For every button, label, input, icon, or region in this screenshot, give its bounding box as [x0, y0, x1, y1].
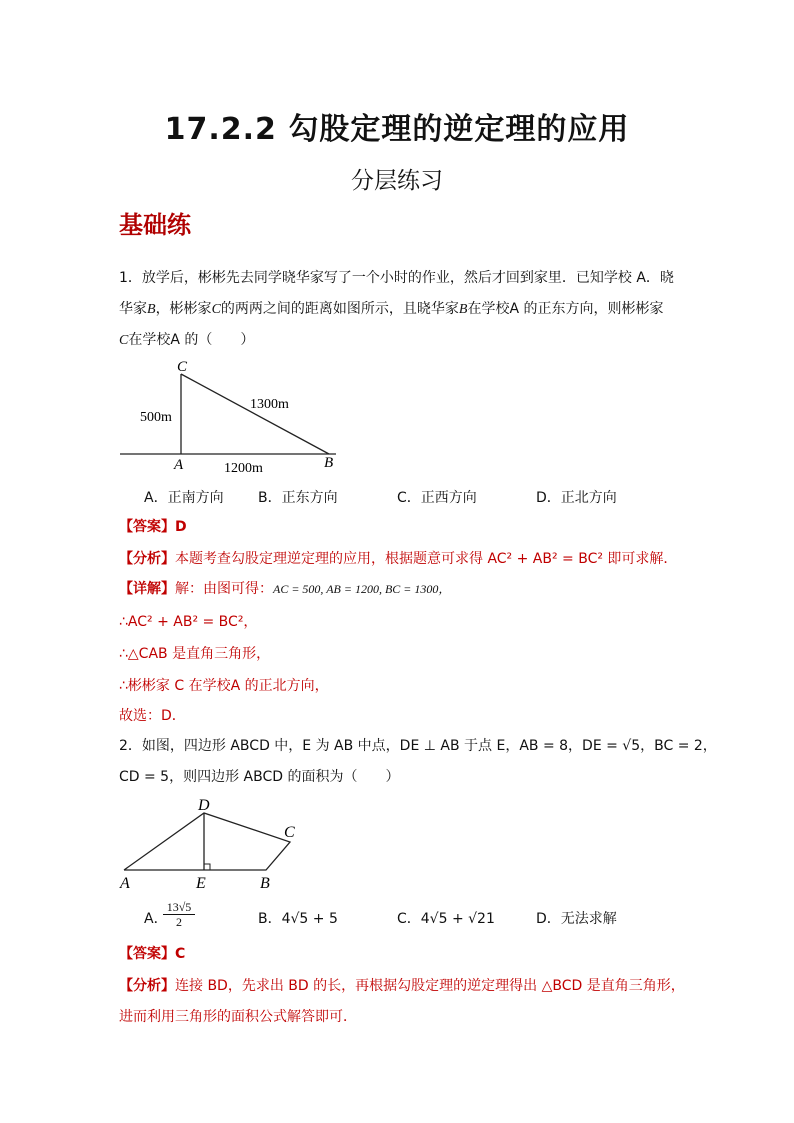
figure-right-angle-mark — [204, 864, 210, 870]
page-title: 17.2.2 勾股定理的逆定理的应用 — [164, 112, 630, 147]
figure-label-a: A — [174, 457, 184, 473]
q1-stem-line3: C在学校A 的（ ） — [119, 332, 255, 348]
section-heading: 基础练 — [119, 210, 191, 239]
q1-step3: ∴彬彬家 C 在学校A 的正北方向， — [119, 678, 329, 694]
figure-side-ac-label: 500m — [140, 410, 172, 425]
q2-stem-line2: CD = 5，则四边形 ABCD 的面积为（ ） — [119, 769, 400, 785]
figure-side-ab-label: 1200m — [224, 461, 263, 476]
q2-option-d: D．无法求解 — [536, 911, 617, 927]
figure-label-c: C — [177, 359, 188, 375]
fraction-denominator: 2 — [176, 915, 182, 929]
q1-answer: 【答案】D — [119, 519, 187, 535]
q2-stem-line1: 2．如图，四边形 ABCD 中，E 为 AB 中点，DE ⊥ AB 于点 E，AB = 8，DE = √5，BC = 2， — [119, 738, 717, 754]
q2-quadrilateral-figure — [114, 794, 314, 894]
figure-label-b: B — [260, 875, 270, 892]
q1-detail: 【详解】解：由图可得：AC = 500, AB = 1200, BC = 1300， — [119, 581, 451, 597]
figure-label-d: D — [198, 797, 210, 814]
q1-triangle-figure — [114, 356, 344, 478]
q2-analysis-line1: 【分析】连接 BD，先求出 BD 的长，再根据勾股定理的逆定理得出 △BCD 是直角三角形， — [119, 978, 685, 994]
q1-option-d: D．正北方向 — [536, 490, 617, 506]
q2-option-c: C．4√5 + √21 — [397, 911, 495, 927]
q1-step2: ∴△CAB 是直角三角形， — [119, 646, 271, 662]
q1-stem-line2: 华家B，彬彬家C的两两之间的距离如图所示，且晓华家B在学校A 的正东方向，则彬彬家 — [119, 301, 664, 317]
q1-analysis: 【分析】本题考查勾股定理逆定理的应用，根据题意可求得 AC² + AB² = BC² 即可求解． — [119, 551, 678, 567]
figure-label-a: A — [120, 875, 130, 892]
figure-quadrilateral-abcd — [124, 813, 290, 870]
figure-label-c: C — [284, 824, 295, 841]
q1-stem-line1: 1．放学后，彬彬先去同学晓华家写了一个小时的作业，然后才回到家里．已知学校 A．晓 — [119, 270, 674, 286]
q2-option-b: B．4√5 + 5 — [258, 911, 338, 927]
q1-option-c: C．正西方向 — [397, 490, 477, 506]
q2-option-a-fraction — [163, 900, 195, 929]
q1-option-a: A．正南方向 — [144, 490, 224, 506]
q1-option-b: B．正东方向 — [258, 490, 338, 506]
q1-conclusion: 故选：D． — [119, 708, 186, 724]
figure-label-e: E — [196, 875, 206, 892]
q2-answer: 【答案】C — [119, 946, 186, 962]
figure-label-b: B — [324, 455, 334, 471]
fraction-numerator: 13√5 — [163, 900, 195, 915]
q1-step1: ∴AC² + AB² = BC²， — [119, 614, 258, 630]
figure-side-bc — [181, 374, 329, 454]
q2-analysis-line2: 进而利用三角形的面积公式解答即可． — [119, 1009, 357, 1025]
figure-side-bc-label: 1300m — [250, 397, 289, 412]
page-subtitle: 分层练习 — [351, 168, 443, 194]
q2-option-a: A． — [144, 911, 168, 927]
